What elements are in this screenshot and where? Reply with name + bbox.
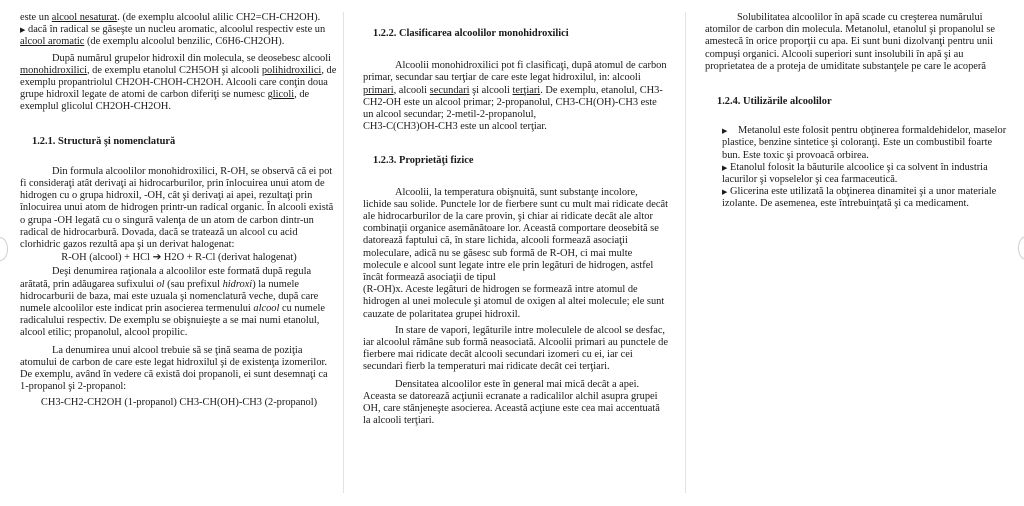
section-heading: 1.2.1. Structură şi nomenclatură — [32, 135, 176, 147]
link-term: terţiari — [512, 84, 541, 96]
paragraph: Din formula alcoolilor monohidroxilici, R-OH, se observă că ei pot fi consideraţi atât derivaţi ai hidrocarburilor, prin înlocuirea unui atom de hidrogen cu o grupa hidroxil, -OH, cât şi derivaţi ai apei, rezultaţi prin înlocuirea unui atom de hidrogen printr-un radical organic. În alcooli există o grupa -OH legată cu o singură valenţa de un atom de carbon dintr-un radical de hidrocarbură. Dovada, dacă se tratează un alcool cu acid clorhidric gazos rezultă apa şi un derivat halogenat: — [20, 165, 334, 251]
equation: R-OH (alcool) + HCl ➔ H2O + R-Cl (derivat halogenat) — [61, 252, 297, 264]
link-term: secundari — [429, 84, 470, 96]
bullet-item: ▶ Etanolul folosit la băuturile alcoolice şi ca solvent în industria lacurilor şi vopselelor şi cea farmaceutică. — [722, 161, 988, 186]
bullet-list — [722, 125, 1010, 210]
column-divider — [685, 12, 686, 493]
paragraph: Solubilitatea alcoolilor în apă scade cu creşterea numărului atomilor de carbon din molecula. Metanolul, etanolul şi propanolul se amestecă în orice proporţii cu apa. Ei sunt buni dizolvanţi pentru unii compuşi organici. Alcooli superiori sunt insolubili în apă şi au proprietatea de a proteja de umiditate substanţele pe care le acoperă — [705, 12, 995, 72]
page-nav-arc-right[interactable] — [1018, 236, 1024, 260]
column-divider — [343, 12, 344, 493]
bullet-item: ▶ dacă în radical se găseşte un nucleu aromatic, alcoolul respectiv este un alcool aromatic (de exemplu alcoolul benzilic, C6H6-CH2OH). — [20, 24, 326, 48]
page-column-1 — [20, 0, 338, 410]
paragraph: Alcoolii, la temperatura obişnuită, sunt substanţe incolore, lichide sau solide. Punctele lor de fierbere sunt cu mult mai ridicate decât ale hidrocarburilor de la care provin, şi chiar ai ridicate decât ale altor combinaţii organice asemănătoare lor. Această comportare deosebită se datorează faptului că, în stare lichida, alcooli formează asociaţii moleculare, adică nu se găsesc sub formă de R-OH, ci mai multe molecule e alcool sunt legate intre ele prin legături de hidrogen, astfel încât formează asociaţii de tipul — [363, 186, 668, 284]
section-heading: 1.2.3. Proprietăţi fizice — [373, 155, 474, 167]
arrow-right-icon: ➔ — [152, 252, 162, 264]
page-nav-arc-left[interactable] — [0, 237, 8, 261]
paragraph: (R-OH)x. Aceste legături de hidrogen se formează intre atomul de hidrogen al unei molecule şi atomul de oxigen al altei molecule; ele sunt cauzate de polaritatea grupei hidroxil. — [363, 284, 665, 320]
bullet-item: ▶ Metanolul este folosit pentru obţinerea formaldehidelor, maselor plastice, benzine sintetice şi coloranţi. Este un combustibil foarte bun. Este toxic şi provoacă orbirea. — [722, 125, 1007, 161]
arrowhead-right-icon: ▶ — [20, 26, 26, 35]
arrowhead-right-icon: ▶ — [722, 188, 728, 197]
link-term: alcool aromatic — [20, 36, 85, 48]
paragraph: Densitatea alcoolilor este în general mai mică decât a apei. Aceasta se datorează acţiunii ecranate a radicalilor alchil asupra grupei OH, care stânjeneşte asocierea. Această acţiune este cea mai accentuată la alcooli terţiari. — [363, 378, 660, 427]
paragraph: După numărul grupelor hidroxil din molecula, se deosebesc alcooli monohidroxilici, de exemplu etanolul C2H5OH şi alcooli polihidroxilici, de exemplu propantriolul CH2OH-CHOH-CH2OH. Alcooli care conţin doua grupe hidroxil legate de atomi de carbon diferiţi se numesc glicoli, de exemplul glicolul CH2OH-CH2OH. — [20, 52, 337, 113]
page-column-3 — [705, 0, 1010, 211]
arrowhead-right-icon: ▶ — [722, 127, 728, 136]
paragraph: La denumirea unui alcool trebuie să se ţină seama de poziţia atomului de carbon de care este legat hidroxilul şi de existenţa izomerilor. De exemplu, având în vedere că există doi propanoli, ei sunt desemnaţi ca 1-propanol şi 2-propanol: — [20, 344, 328, 393]
paragraph: In stare de vapori, legăturile intre moleculele de alcool se desfac, iar alcoolul rămâne sub formă neasociată. Alcoolii primari au punctele de fierbere mai ridicate decât alcooli secundari izomeri cu ei, iar cei secundari fierb la temperaturi mai ridicate decât cei terţiari. — [363, 324, 668, 373]
link-term: alcool nesaturat — [51, 12, 118, 23]
formula-line: CH3-CH2-CH2OH (1-propanol) CH3-CH(OH)-CH3 (2-propanol) — [40, 397, 318, 409]
bullet-item: ▶ Glicerina este utilizată la obţinerea dinamitei şi a unor materiale izolante. De asemenea, este întrebuinţată şi ca medicament. — [722, 186, 997, 210]
paragraph: Deşi denumirea raţionala a alcoolilor este formată după regula arătată, prin adăugarea sufixului ol (sau prefixul hidroxi) la numele hidrocarburii de baza, mai este uzuala şi nomenclatură veche, după care numele alcoolilor este indicat prin asocierea termenului alcool cu numele radicalului respectiv. De exemplu se obişnuieşte a se mai numi etanolul, alcool etilic; propanolul, alcool propilic. — [20, 266, 325, 339]
section-heading: 1.2.4. Utilizările alcoolilor — [717, 96, 832, 108]
section-heading: 1.2.2. Clasificarea alcoolilor monohidroxilici — [373, 28, 569, 39]
link-term: primari — [363, 84, 394, 96]
link-term: glicoli — [267, 89, 295, 101]
link-term: polihidroxilici — [261, 64, 322, 76]
page-column-2 — [363, 0, 668, 427]
paragraph: CH3-C(CH3)OH-CH3 este un alcool terţiar. — [363, 121, 547, 133]
paragraph: Alcoolii monohidroxilici pot fi clasificaţi, după atomul de carbon primar, secundar sau terţiar de care este legat hidroxilul, in: alcooli primari, alcooli secundari şi alcooli terţiari. De exemplu, etanolul, CH3-CH2-OH este un alcool primar; 2-propanolul, CH3-CH(OH)-CH3 este un alcool secundar; 2-metil-2-propanolul, — [363, 60, 667, 121]
arrowhead-right-icon: ▶ — [722, 163, 728, 172]
paragraph: este un alcool nesaturat. (de exemplu alcoolul alilic CH2=CH-CH2OH). — [20, 12, 321, 23]
link-term: monohidroxilici — [20, 64, 87, 76]
